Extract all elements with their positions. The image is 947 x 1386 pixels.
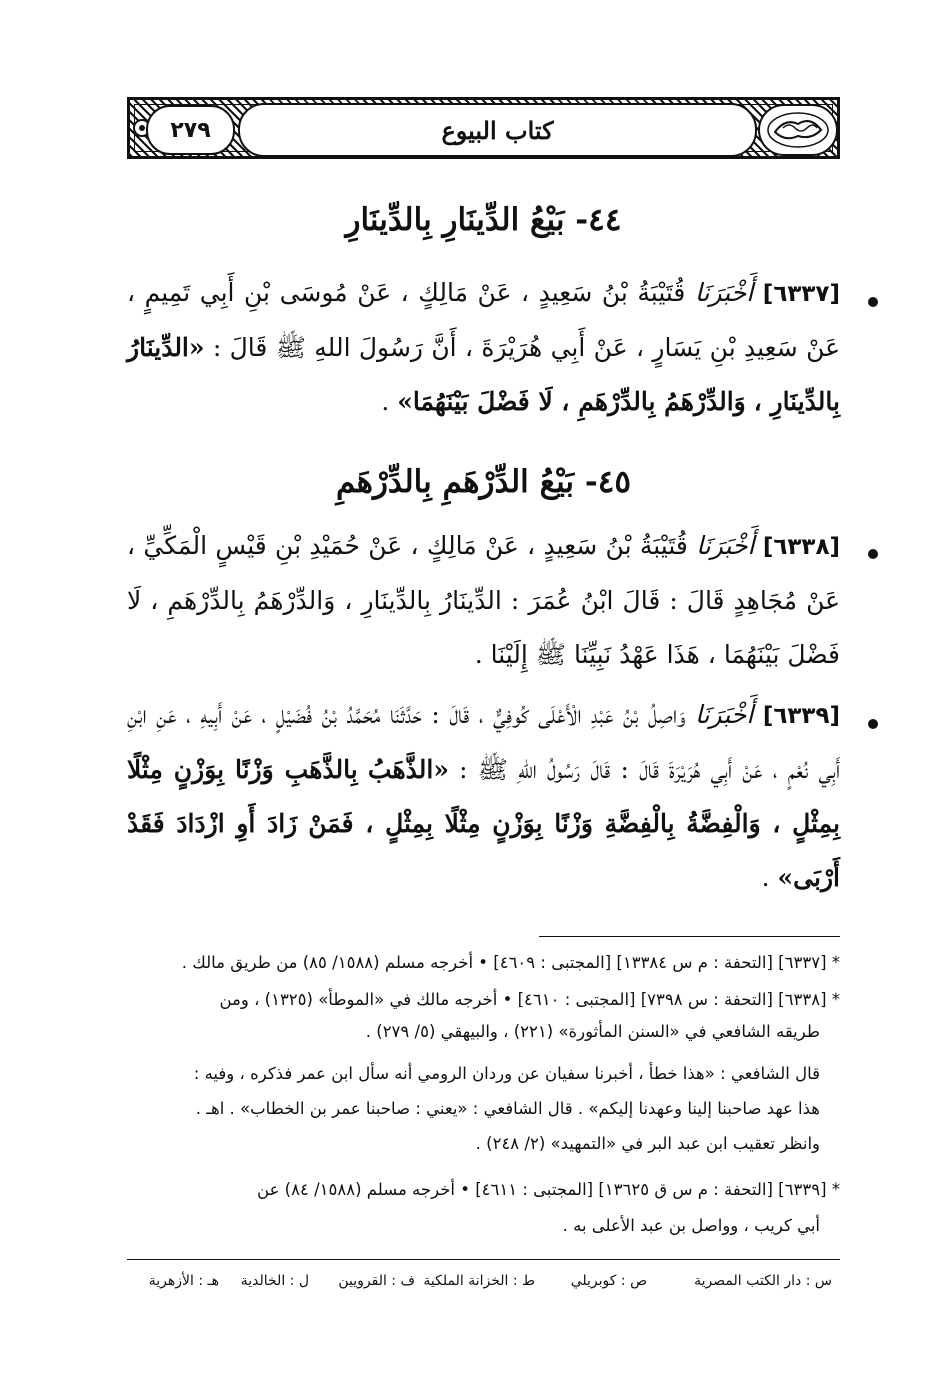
siglum-khizana-malakiya: ط : الخزانة الملكية	[423, 1273, 535, 1289]
emblem-seal-icon	[758, 104, 838, 156]
hadith-6337	[127, 266, 840, 429]
footnote-6337: * [٦٣٣٧] [التحفة : م س ١٣٣٨٤] [المجتبى : ٤٦٠٩] • أخرجه مسلم (١٥٨٨/ ٨٥) من طريق مالك .	[181, 953, 840, 972]
footnote-6338-tamhid: وانظر تعقيب ابن عبد البر في «التمهيد» (٢/ ٢٤٨) .	[475, 1134, 820, 1153]
hadith-text-end: .	[381, 387, 398, 416]
hadith-text-line: سَعِيدِ بْنِ يَسَارٍ ، عَنْ أَبِي هُرَيْرَةَ ، أَنَّ رَسُولَ اللهِ ﷺ قَالَ :	[212, 333, 798, 362]
hadith-text-line: قُتَيْبَةُ بْنُ سَعِيدٍ ، عَنْ مَالِكٍ ، عَنْ مُوسَى بْنِ أَبِي تَمِيمٍ ، عَنْ	[127, 278, 841, 362]
hadith-text-line: عَنْ أَبِيهِ ، عَنِ ابْنِ أَبِي نُعْمٍ ، عَنْ أَبِي هُرَيْرَةَ قَالَ : قَالَ رَسُولُ اللهِ ﷺ :	[127, 700, 841, 784]
hadith-matn: وَالدِّرْهَمُ بِالدِّرْهَمِ ، لَا فَضْلَ بَيْنَهُمَا»	[397, 387, 746, 416]
siglum-azhariya: هـ : الأزهرية	[148, 1273, 219, 1289]
book-title: كتاب البيوع	[238, 103, 757, 157]
hadith-text-line: بَيْنَهُمَا ، هَذَا عَهْدُ نَبِيِّنَا ﷺ إِلَيْنَا .	[474, 640, 780, 669]
bullet-icon	[868, 549, 878, 559]
page-number: ٢٧٩	[146, 105, 235, 155]
section-heading-44: ٤٤- بَيْعُ الدِّينَارِ بِالدِّينَارِ	[345, 202, 622, 238]
siglum-koprulu: ص : كوبريلي	[570, 1273, 647, 1289]
hadith-matn: بِالذَّهَبِ وَزْنًا بِوَزْنٍ مِثْلًا بِمِثْلٍ ، وَالْفِضَّةُ بِالْفِضَّةِ وَزْنًا بِوَزْنٍ مِثْلًا بِمِثْلٍ ، فَمَنْ	[127, 755, 841, 838]
hadith-6339	[127, 688, 840, 905]
hadith-text-line: قُتَيْبَةُ بْنُ سَعِيدٍ ، عَنْ مَالِكٍ ، عَنْ حُمَيْدِ بْنِ قَيْسٍ الْمَكِّيِّ ، عَنْ	[127, 531, 841, 615]
footnote-6339: * [٦٣٣٩] [التحفة : م س ق ١٣٦٢٥] [المجتبى : ٤٦١١] • أخرجه مسلم (١٥٨٨/ ٨٤) عن	[257, 1180, 840, 1199]
hadith-lead: أَخْبَرَنَا	[694, 700, 754, 729]
siglum-khalidiya: ل : الخالدية	[240, 1273, 309, 1289]
footnote-6338-cont: طريقه الشافعي في «السنن المأثورة» (٢٢١) ، والبيهقي (٥/ ٢٧٩) .	[365, 1022, 820, 1041]
siglum-qarawiyyin: ف : القرويين	[338, 1273, 415, 1289]
footnote-6338-shafii-cont: هذا عهد صاحبنا إلينا وعهدنا إليكم» . قال الشافعي : «يعني : صاحبنا عمر بن الخطاب» . اهـ .	[195, 1099, 820, 1118]
sigla-separator	[127, 1259, 840, 1260]
footnote-6338-shafii: قال الشافعي : «هذا خطأ ، أخبرنا سفيان عن وردان الرومي أنه سأل ابن عمر فذكره ، وفيه :	[193, 1064, 820, 1083]
hadith-number: [٦٣٣٩]	[762, 703, 840, 729]
hadith-text-line: وَاصِلُ بْنُ عَبْدِ الْأَعْلَى كُوفِيٌّ ، قَالَ : حَدَّثَنَا مُحَمَّدُ بْنُ فُضَيْلٍ ،	[261, 700, 686, 729]
hadith-lead: أَخْبَرَنَا	[696, 531, 755, 560]
hadith-matn: «الذَّهَبُ	[367, 755, 449, 784]
hadith-matn: «الدِّينَارُ بِالدِّينَارِ ،	[127, 333, 840, 416]
bullet-icon	[868, 719, 878, 729]
hadith-number: [٦٣٣٧]	[762, 281, 840, 307]
hadith-matn: زَادَ أَوِ ازْدَادَ فَقَدْ أَرْبَى»	[127, 809, 840, 892]
bullet-icon	[868, 297, 878, 307]
hadith-lead: أَخْبَرَنَا	[694, 278, 754, 307]
siglum-dar-al-kutub: س : دار الكتب المصرية	[694, 1273, 832, 1289]
footnote-separator	[539, 936, 840, 937]
hadith-number: [٦٣٣٨]	[762, 534, 841, 560]
hadith-text-line: مُجَاهِدٍ قَالَ : قَالَ ابْنُ عُمَرَ : الدِّينَارُ بِالدِّينَارِ ، وَالدِّرْهَمُ بِالدِّرْهَمِ ، لَا فَضْلَ	[127, 586, 840, 669]
footnote-6338: * [٦٣٣٨] [التحفة : س ٧٣٩٨] [المجتبى : ٤٦١٠] • أخرجه مالك في «الموطأ» (١٣٢٥) ، ومن	[219, 990, 840, 1009]
hadith-6338	[127, 519, 840, 682]
section-heading-45: ٤٥- بَيْعُ الدِّرْهَمِ بِالدِّرْهَمِ	[335, 464, 632, 500]
hadith-text-end: .	[761, 863, 778, 892]
footnote-6339-cont: أبي كريب ، وواصل بن عبد الأعلى به .	[562, 1216, 820, 1235]
